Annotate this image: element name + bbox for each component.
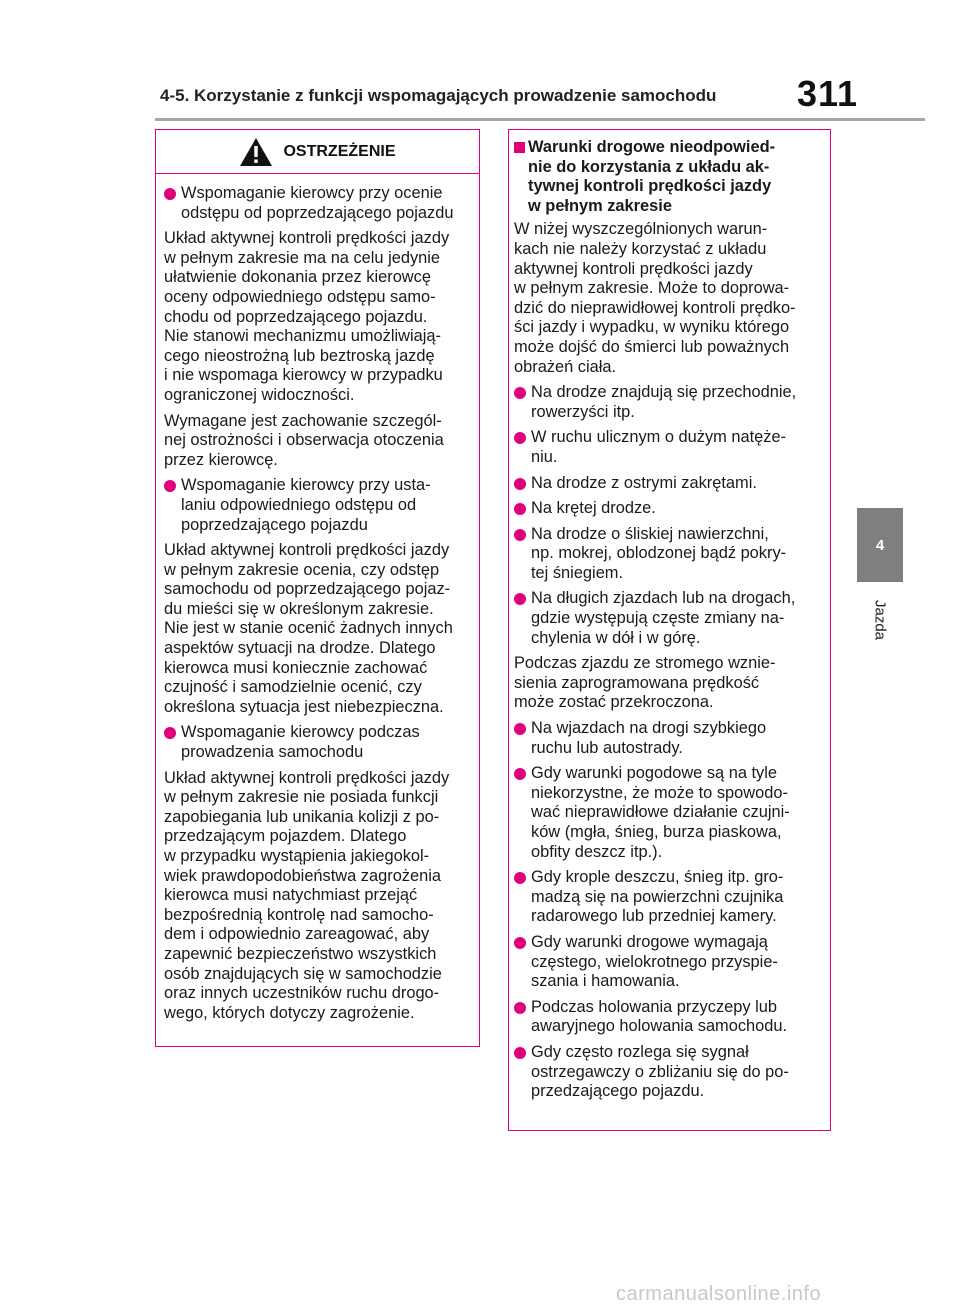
text-line: oceny odpowiedniego odstępu samo- bbox=[164, 287, 436, 306]
bullet-dot bbox=[514, 432, 526, 444]
warning-title: OSTRZEŻENIE bbox=[283, 142, 396, 160]
text-line: chodu od poprzedzającego pojazdu. bbox=[164, 307, 428, 326]
text-line: Nie jest w stanie ocenić żadnych innych bbox=[164, 619, 453, 638]
text-line: np. mokrej, oblodzonej bądź pokry- bbox=[531, 544, 787, 563]
text-line: poprzedzającego pojazdu bbox=[181, 515, 368, 534]
text-line: i nie wspomaga kierowcy w przypadku bbox=[164, 366, 443, 385]
condition-item bbox=[514, 499, 825, 519]
text-line: częstego, wielokrotnego przyspie- bbox=[531, 952, 778, 971]
bullet-dot bbox=[514, 503, 526, 515]
warning-bullet bbox=[164, 476, 473, 535]
bullet-dot bbox=[514, 872, 526, 884]
bullet-dot bbox=[514, 1047, 526, 1059]
text-line: w przypadku wystąpienia jakiegokol- bbox=[164, 847, 430, 865]
bullet-dot bbox=[164, 727, 176, 739]
text-line: dem i odpowiednio zareagować, aby bbox=[164, 925, 430, 944]
warning-panel bbox=[155, 129, 480, 1047]
warning-paragraph bbox=[164, 769, 473, 1024]
condition-item bbox=[514, 383, 825, 422]
text-line: może zostać przekroczona. bbox=[514, 693, 714, 712]
text-line: Na krętej drodze. bbox=[531, 499, 656, 518]
text-line: w pełnym zakresie nie posiada funkcji bbox=[164, 788, 439, 807]
warning-paragraph bbox=[164, 412, 473, 471]
text-line: przedzającego pojazdu. bbox=[531, 1082, 705, 1101]
chapter-label-text: Jazda bbox=[871, 599, 889, 641]
chapter-label bbox=[868, 590, 892, 650]
text-line: wego, których dotyczy zagrożenie. bbox=[164, 1003, 415, 1022]
text-line: W ruchu ulicznym o dużym natęże- bbox=[531, 428, 787, 447]
text-line: Warunki drogowe nieodpowied- bbox=[528, 138, 776, 156]
text-line: ruchu lub autostrady. bbox=[531, 738, 683, 757]
text-line: tej śniegiem. bbox=[531, 563, 624, 582]
text-line: kach nie należy korzystać z układu bbox=[514, 239, 767, 258]
bullet-dot bbox=[164, 480, 176, 492]
warning-header bbox=[156, 130, 479, 174]
text-line: laniu odpowiedniego odstępu od bbox=[181, 495, 417, 514]
warning-triangle-icon bbox=[239, 137, 273, 167]
text-line: awaryjnego holowania samochodu. bbox=[531, 1017, 788, 1036]
text-line: aktywnej kontroli prędkości jazdy bbox=[514, 259, 753, 278]
text-line: Wymagane jest zachowanie szczegól- bbox=[164, 411, 442, 430]
warning-paragraph bbox=[164, 541, 473, 717]
text-line: kierowca musi koniecznie zachować bbox=[164, 658, 428, 677]
text-line: ograniczonej widoczności. bbox=[164, 385, 355, 404]
text-line: nie do korzystania z układu ak- bbox=[528, 157, 770, 176]
text-line: odstępu od poprzedzającego pojazdu bbox=[181, 203, 454, 222]
warning-paragraph bbox=[164, 229, 473, 405]
bullet-dot bbox=[514, 593, 526, 605]
text-line: sienia zaprogramowana prędkość bbox=[514, 673, 760, 692]
bullet-dot bbox=[514, 529, 526, 541]
condition-item bbox=[514, 428, 825, 467]
bullet-dot bbox=[514, 387, 526, 399]
bullet-dot bbox=[164, 188, 176, 200]
conditions-heading bbox=[514, 138, 825, 216]
warning-bullet bbox=[164, 184, 473, 223]
text-line: Układ aktywnej kontroli prędkości jazdy bbox=[164, 541, 450, 560]
text-line: aspektów sytuacji na drodze. Dlatego bbox=[164, 639, 436, 658]
bullet-dot bbox=[514, 937, 526, 949]
header-divider bbox=[155, 118, 925, 121]
text-line: Na wjazdach na drogi szybkiego bbox=[531, 719, 767, 738]
text-line: Podczas zjazdu ze stromego wznie- bbox=[514, 654, 776, 673]
chapter-number: 4 bbox=[875, 536, 885, 554]
text-line: Na drodze znajdują się przechodnie, bbox=[531, 383, 797, 402]
condition-item bbox=[514, 998, 825, 1037]
text-line: Układ aktywnej kontroli prędkości jazdy bbox=[164, 768, 450, 787]
text-line: w pełnym zakresie bbox=[528, 196, 672, 215]
text-line: rowerzyści itp. bbox=[531, 402, 635, 421]
text-line: w pełnym zakresie ocenia, czy odstęp bbox=[164, 560, 440, 579]
warning-bullet bbox=[164, 723, 473, 762]
bullet-dot bbox=[514, 1002, 526, 1014]
text-line: Wspomaganie kierowcy przy usta- bbox=[181, 476, 431, 495]
text-line: obrażeń ciała. bbox=[514, 357, 617, 376]
warning-body bbox=[164, 174, 473, 1023]
text-line: osób znajdujących się w samochodzie bbox=[164, 964, 442, 983]
text-line: Gdy warunki pogodowe są na tyle bbox=[531, 764, 778, 783]
text-line: wiek prawdopodobieństwa zagrożenia bbox=[164, 866, 441, 885]
text-line: Gdy krople deszczu, śnieg itp. gro- bbox=[531, 868, 784, 887]
text-line: madzą się na powierzchni czujnika bbox=[531, 887, 784, 906]
text-line: W niżej wyszczególnionych warun- bbox=[514, 220, 768, 239]
text-line: może dojść do śmierci lub poważnych bbox=[514, 337, 790, 356]
text-line: zapewnić bezpieczeństwo wszystkich bbox=[164, 944, 437, 963]
text-line: bezpośrednią kontrolę nad samocho- bbox=[164, 905, 434, 924]
text-line: Na długich zjazdach lub na drogach, bbox=[531, 589, 796, 608]
text-line: Nie stanowi mechanizmu umożliwiają- bbox=[164, 327, 441, 346]
bullet-dot bbox=[514, 723, 526, 735]
conditions-intro bbox=[514, 220, 825, 377]
text-line: określona sytuacja jest niebezpieczna. bbox=[164, 697, 444, 716]
condition-item bbox=[514, 1043, 825, 1102]
text-line: Wspomaganie kierowcy podczas bbox=[181, 723, 420, 742]
text-line: prowadzenia samochodu bbox=[181, 743, 364, 762]
text-line: w pełnym zakresie. Może to doprowa- bbox=[514, 279, 790, 298]
text-line: du mieści się w określonym zakresie. bbox=[164, 599, 434, 618]
text-line: Na drodze z ostrymi zakrętami. bbox=[531, 473, 757, 492]
square-bullet-icon bbox=[514, 142, 525, 153]
watermark: carmanualsonline.info bbox=[616, 1283, 822, 1305]
condition-item bbox=[514, 589, 825, 648]
text-line: nej ostrożności i obserwacja otoczenia bbox=[164, 431, 444, 450]
text-line: kierowca musi natychmiast przejąć bbox=[164, 886, 418, 905]
text-line: samochodu od poprzedzającego pojaz- bbox=[164, 580, 451, 599]
text-line: zapobiegania lub unikania kolizji z po- bbox=[164, 807, 440, 826]
condition-item bbox=[514, 764, 825, 862]
text-line: gdzie występują częste zmiany na- bbox=[531, 609, 785, 628]
text-line: ułatwienie dokonania przez kierowcę bbox=[164, 268, 431, 287]
text-line: w pełnym zakresie ma na celu jedynie bbox=[164, 248, 441, 267]
condition-item bbox=[514, 525, 825, 584]
condition-item bbox=[514, 868, 825, 927]
condition-item bbox=[514, 719, 825, 758]
section-title: 4-5. Korzystanie z funkcji wspomagających prowadzenie samochodu bbox=[160, 86, 717, 105]
text-line: ostrzegawczy o zbliżaniu się do po- bbox=[531, 1062, 789, 1081]
chapter-tab[interactable] bbox=[857, 508, 903, 582]
bullet-dot bbox=[514, 478, 526, 490]
text-line: Na drodze o śliskiej nawierzchni, bbox=[531, 524, 769, 543]
text-line: dzić do nieprawidłowej kontroli prędko- bbox=[514, 298, 796, 317]
text-line: czujność i samodzielnie ocenić, czy bbox=[164, 678, 422, 697]
text-line: Gdy często rozlega się sygnał bbox=[531, 1042, 749, 1061]
bullet-dot bbox=[514, 768, 526, 780]
text-line: oraz innych uczestników ruchu drogo- bbox=[164, 984, 440, 1003]
condition-item bbox=[514, 933, 825, 992]
text-line: przez kierowcę. bbox=[164, 450, 278, 469]
text-line: obfity deszcz itp.). bbox=[531, 842, 663, 861]
page-number: 311 bbox=[797, 73, 859, 114]
text-line: ści jazdy i wypadku, w wyniku którego bbox=[514, 318, 790, 337]
text-line: przedzającym pojazdem. Dlatego bbox=[164, 827, 407, 846]
text-line: szania i hamowania. bbox=[531, 972, 680, 991]
text-line: Podczas holowania przyczepy lub bbox=[531, 997, 777, 1016]
text-line: chylenia w dół i w górę. bbox=[531, 628, 701, 647]
text-line: Gdy warunki drogowe wymagają bbox=[531, 932, 768, 951]
text-line: tywnej kontroli prędkości jazdy bbox=[528, 177, 772, 196]
text-line: cego nieostrożną lub beztroską jazdę bbox=[164, 346, 435, 365]
condition-item bbox=[514, 474, 825, 494]
text-line: Układ aktywnej kontroli prędkości jazdy bbox=[164, 229, 450, 248]
text-line: radarowego lub przedniej kamery. bbox=[531, 907, 777, 926]
text-line: niu. bbox=[531, 447, 558, 466]
conditions-note bbox=[514, 654, 825, 713]
text-line: niekorzystne, że może to spowodo- bbox=[531, 783, 788, 802]
text-line: Wspomaganie kierowcy przy ocenie bbox=[181, 184, 443, 202]
conditions-panel bbox=[508, 129, 831, 1131]
text-line: wać nieprawidłowe działanie czujni- bbox=[531, 803, 790, 822]
text-line: ków (mgła, śnieg, burza piaskowa, bbox=[531, 823, 782, 841]
